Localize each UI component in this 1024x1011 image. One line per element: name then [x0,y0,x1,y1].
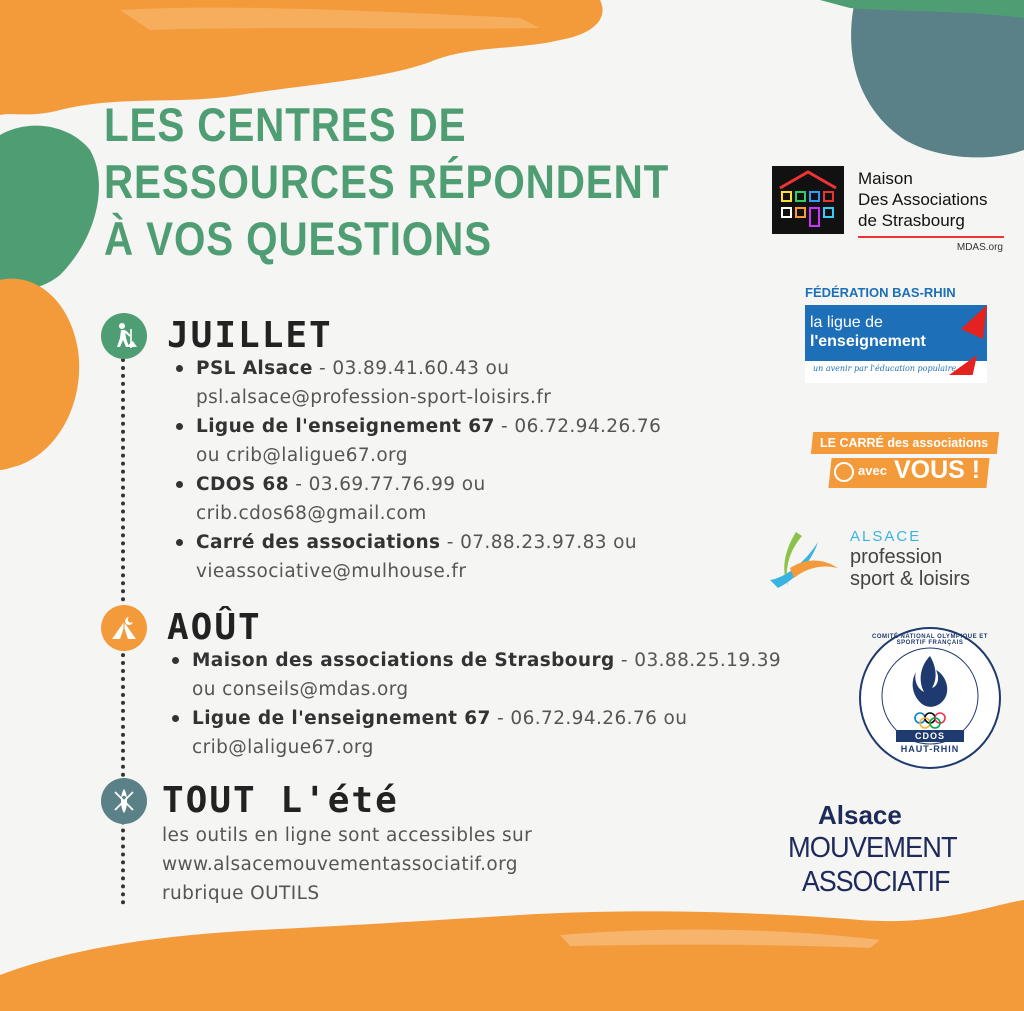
ete-line-3: rubrique OUTILS [162,883,320,904]
carre-avec: avec [858,463,887,478]
list-aout [170,646,850,762]
phone-number: 03.69.77.76.99 [308,474,456,495]
cdos-region: HAUT-RHIN [900,744,960,754]
ligue-logo[interactable] [805,285,995,385]
list-juillet [174,354,734,586]
or-text: ou [192,679,223,700]
mdas-site: MDAS.org [956,242,1003,253]
or-text: ou [657,708,688,729]
cdos-logo[interactable] [858,626,1002,770]
list-item [174,412,734,470]
section-heading-ete: TOUT L'été [162,780,399,821]
or-text: ou [455,474,486,495]
page-title [104,96,669,267]
list-item [174,528,734,586]
title-line-3: À VOS QUESTIONS [104,212,492,265]
separator: - [288,474,309,495]
website-link[interactable]: www.alsacemouvementassociatif.org [162,854,518,875]
location-icon [834,462,854,482]
ama-line-2: MOUVEMENT [788,832,957,864]
or-text: ou [196,445,227,466]
title-line-1: LES CENTRES DE [104,98,467,151]
email-link[interactable]: crib@laligue67.org [192,737,374,758]
kayak-icon [101,778,147,824]
cdos-label: CDOS [914,731,945,741]
org-name: Carré des associations [196,532,441,553]
list-item [174,354,734,412]
ligue-main-1: la ligue de [810,314,883,331]
mdas-line-2: Des Associations [858,190,988,209]
org-name: PSL Alsace [196,358,313,379]
email-link[interactable]: crib.cdos68@gmail.com [196,503,427,524]
section-heading-aout: AOÛT [167,607,262,648]
psl-line-1: ALSACE [850,528,922,545]
phone-number: 07.88.23.97.83 [460,532,607,553]
title-line-2: RESSOURCES RÉPONDENT [104,155,670,208]
psl-swoosh-icon [766,528,842,594]
email-link[interactable]: conseils@mdas.org [222,679,409,700]
orange-brush-bottom [0,900,1024,1011]
ama-line-3: ASSOCIATIF [802,866,950,898]
ligue-red-marks [947,305,987,375]
ligue-box [805,305,987,383]
ete-text [162,821,532,908]
ligue-tagline: un avenir par l'éducation populaire [813,364,957,373]
separator: - [494,416,515,437]
carre-line-1: LE CARRÉ des associations [820,436,989,450]
separator: - [490,708,511,729]
phone-number: 06.72.94.26.76 [514,416,662,437]
tent-icon [101,605,147,651]
mdas-building-icon [772,166,844,234]
or-text: ou [479,358,510,379]
list-item [170,646,850,704]
phone-number: 06.72.94.26.76 [510,708,658,729]
green-brush-left [0,126,99,290]
email-link[interactable]: psl.alsace@profession-sport-loisirs.fr [196,387,552,408]
carre-logo[interactable] [812,432,998,490]
hiker-icon [101,313,147,359]
ligue-top: FÉDÉRATION BAS-RHIN [805,285,956,300]
list-item [174,470,734,528]
alsace-mouvement-associatif-logo[interactable] [788,800,1008,910]
mdas-line-3: de Strasbourg [858,211,965,230]
section-heading-juillet: JUILLET [167,315,333,356]
cdos-ring-text: COMITÉ NATIONAL OLYMPIQUE ET SPORTIF FRANÇAIS [872,634,988,646]
ete-line-1: les outils en ligne sont accessibles sur [162,825,533,846]
mdas-logo[interactable] [772,166,1007,258]
separator: - [312,358,333,379]
email-link[interactable]: vieassociative@mulhouse.fr [196,561,467,582]
org-name: Ligue de l'enseignement 67 [192,708,491,729]
teal-blob-top-right [851,0,1024,157]
list-item [170,704,850,762]
orange-blob-left [0,279,79,470]
psl-logo[interactable] [766,528,1006,594]
psl-line-2: profession [850,546,943,568]
separator: - [440,532,461,553]
org-name: Ligue de l'enseignement 67 [196,416,495,437]
mdas-line-1: Maison [858,169,913,188]
ama-line-1: Alsace [818,800,902,830]
separator: - [614,650,635,671]
carre-vous: VOUS ! [894,456,981,484]
mdas-underline [858,236,1004,238]
or-text: ou [606,532,638,553]
phone-number: 03.89.41.60.43 [332,358,480,379]
org-name: CDOS 68 [196,474,289,495]
email-link[interactable]: crib@laligue67.org [226,445,408,466]
phone-number: 03.88.25.19.39 [634,650,782,671]
psl-line-3: sport & loisirs [850,568,971,590]
ligue-main-2: l'enseignement [810,333,926,350]
org-name: Maison des associations de Strasbourg [192,650,615,671]
